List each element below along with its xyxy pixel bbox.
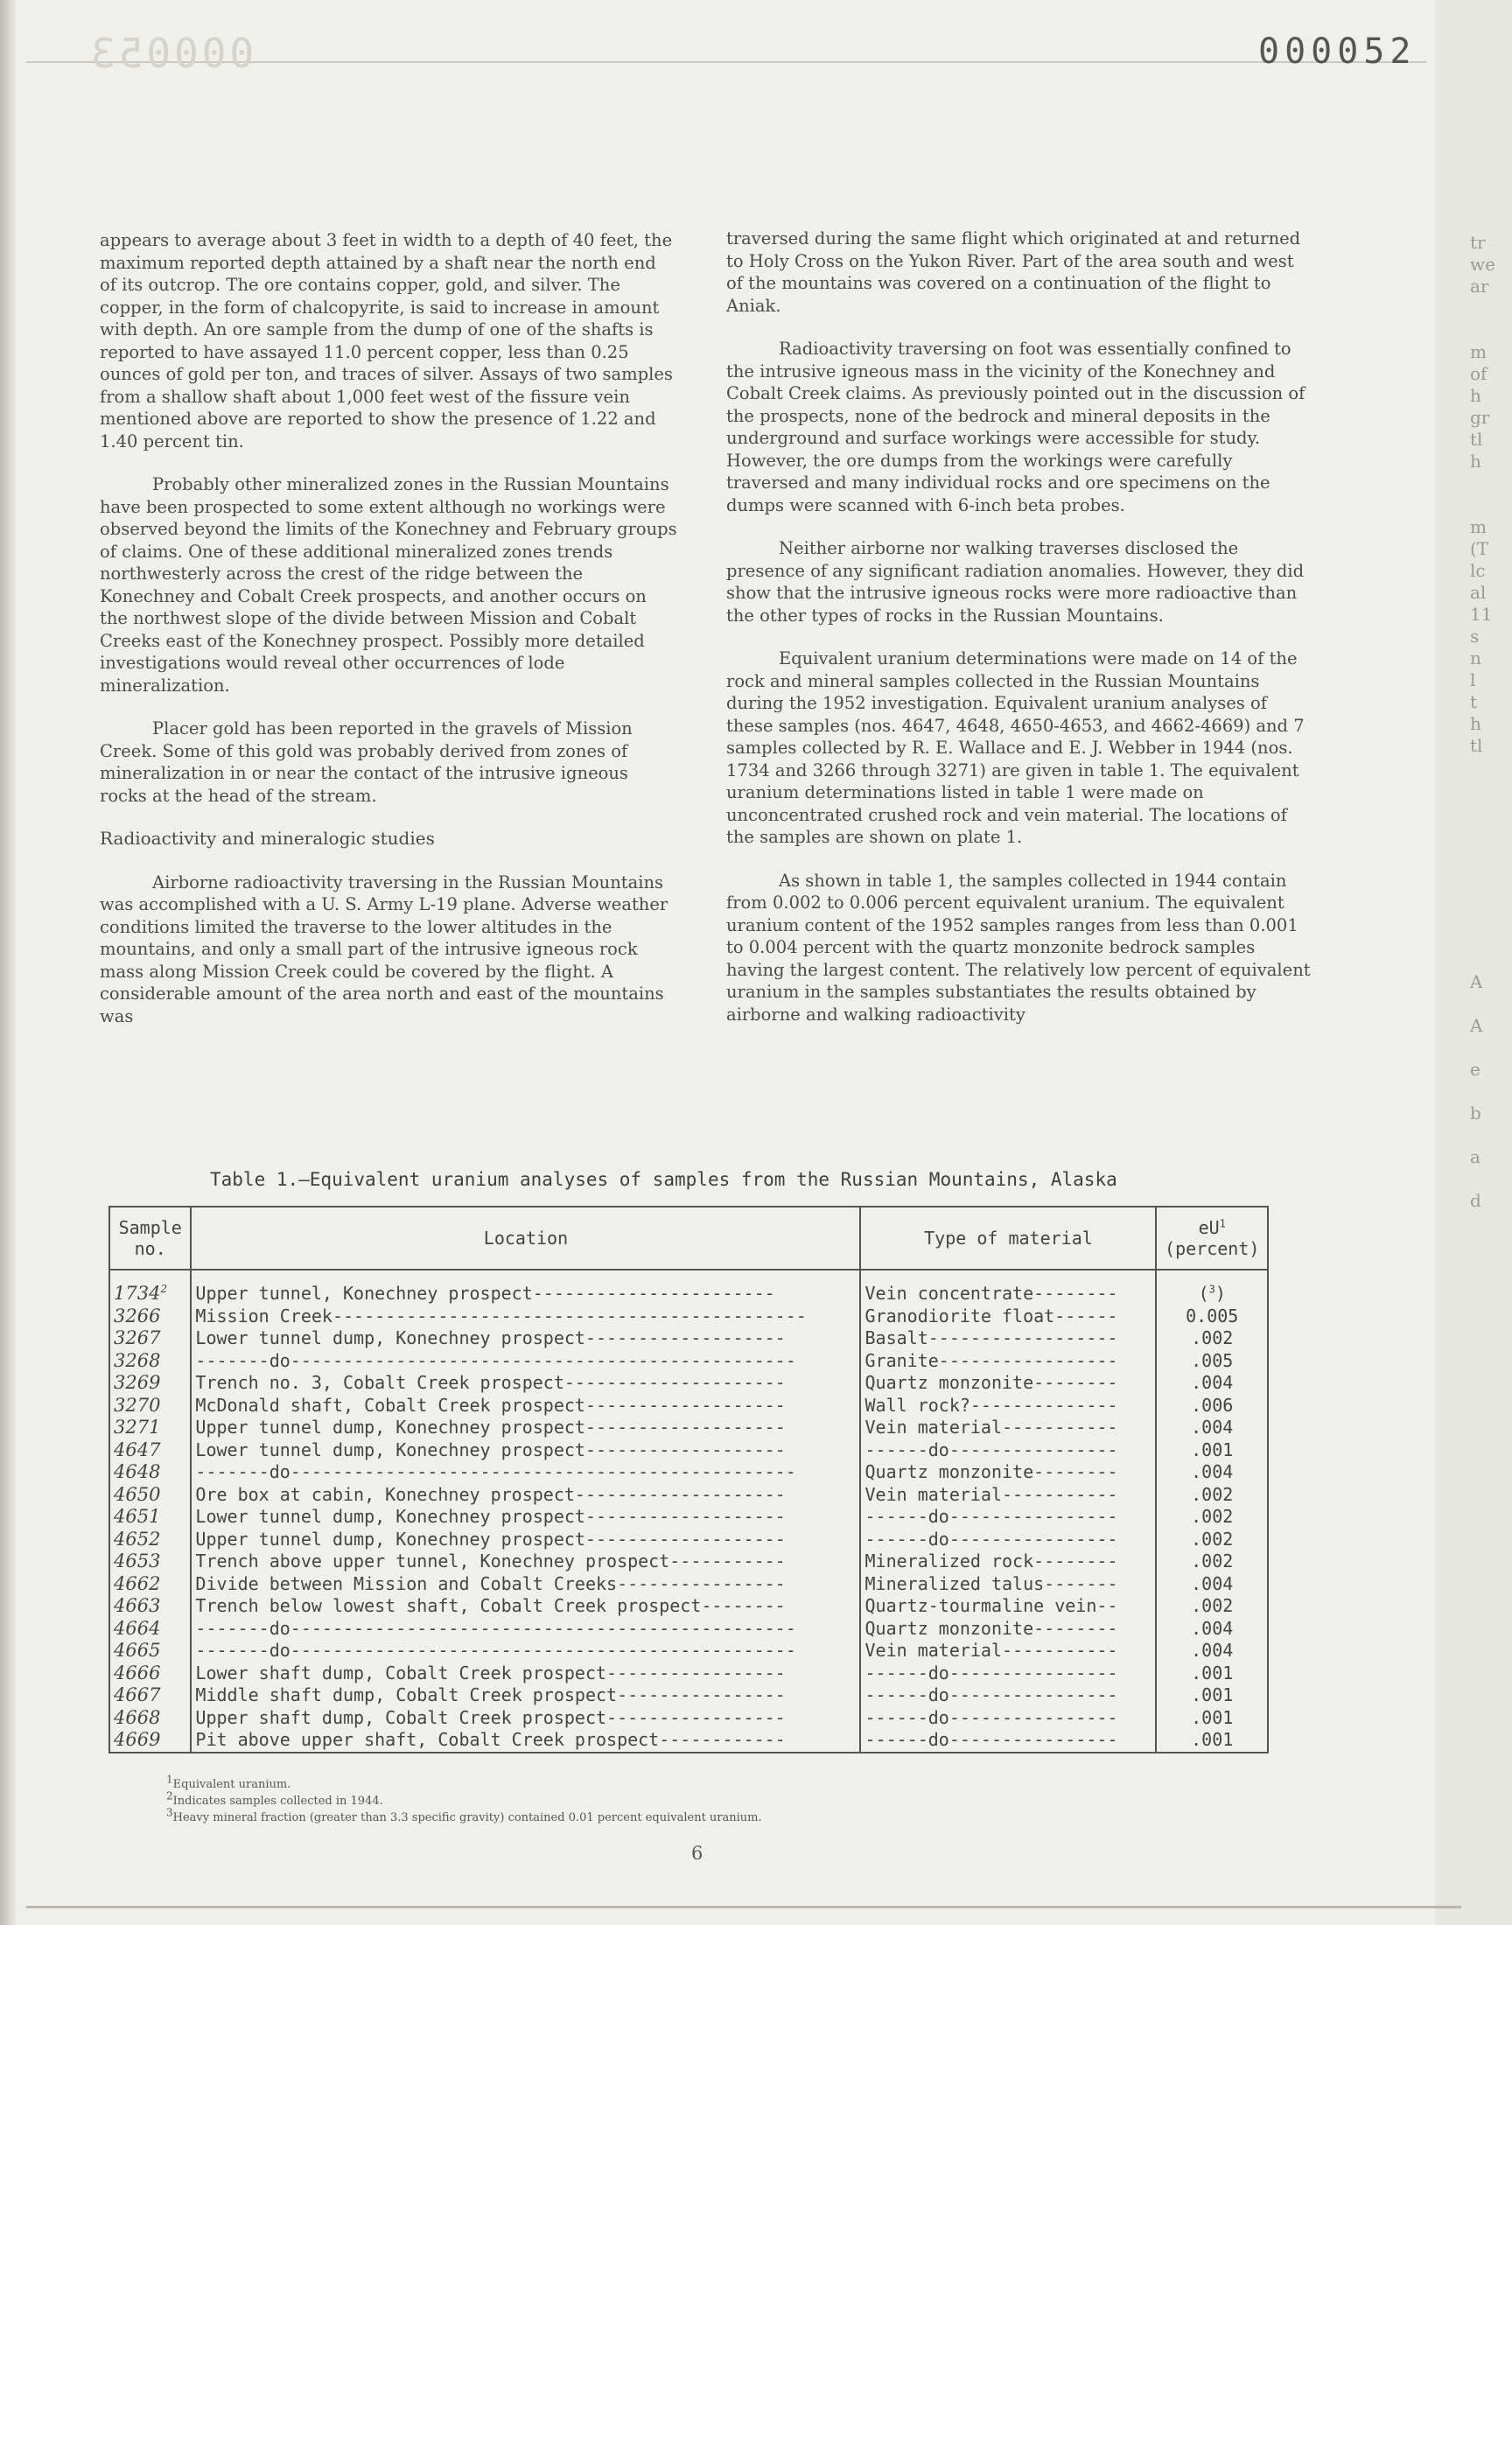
- header-location: Location: [191, 1207, 860, 1270]
- margin-fragment: gr: [1470, 407, 1490, 428]
- cell-sample-no: [109, 1550, 191, 1573]
- cell-location: Upper tunnel dump, Konechney prospect-------------------: [191, 1529, 860, 1551]
- cell-material-type: Granite-----------------: [860, 1350, 1156, 1373]
- cell-location: Trench no. 3, Cobalt Creek prospect---------------------: [191, 1372, 860, 1395]
- margin-fragment: m: [1470, 516, 1487, 537]
- paragraph: As shown in table 1, the samples collected in 1944 contain from 0.002 to 0.006 percent equivalent uranium. The equivalent uranium content of the 1952 samples ranges from less than 0.001 to 0.004 percent with the quartz monzonite bedrock samples having the largest content. The relatively low percent of equivalent uranium in the samples substantiates the results obtained by airborne and walking radioactivity: [726, 870, 1311, 1025]
- table-row: [109, 1684, 1268, 1707]
- page-number: 6: [691, 1843, 704, 1864]
- table-body: [109, 1270, 1268, 1753]
- section-heading: Radioactivity and mineralogic studies: [100, 828, 435, 849]
- footnote-mark: 1: [166, 1773, 173, 1786]
- cell-eu-percent: [1156, 1306, 1268, 1328]
- table-row: [109, 1707, 1268, 1730]
- table-row: [109, 1484, 1268, 1507]
- cell-sample-no: [109, 1327, 191, 1350]
- paragraph: Equivalent uranium determinations were made on 14 of the rock and mineral samples collected in the Russian Mountains during the 1952 investigation. Equivalent uranium analyses of these samples (nos. 4647, 4648, 4650-4653, and 4662-4669) and 7 samples collected by R. E. Wallace and E. J. Webber in 1944 (nos. 1734 and 3266 through 3271) are given in table 1. The equivalent uranium determinations listed in table 1 were made on unconcentrated crushed rock and vein material. The locations of the samples are shown on plate 1.: [726, 648, 1305, 847]
- sample-no: 3266: [114, 1305, 161, 1326]
- cell-location: McDonald shaft, Cobalt Creek prospect-------------------: [191, 1395, 860, 1418]
- header-type: Type of material: [860, 1207, 1156, 1270]
- margin-fragment: tr: [1470, 232, 1486, 253]
- sample-no: 4664: [114, 1617, 161, 1639]
- cell-location: Lower tunnel dump, Konechney prospect-------------------: [191, 1327, 860, 1350]
- margin-fragment: A: [1470, 1015, 1483, 1036]
- table-row: [109, 1439, 1268, 1462]
- cell-material-type: Quartz-tourmaline vein--: [860, 1595, 1156, 1618]
- header-sample: Sample no.: [109, 1207, 191, 1270]
- cell-location: -------do------------------------------------------------: [191, 1461, 860, 1484]
- cell-sample-no: [109, 1573, 191, 1596]
- cell-material-type: ------do----------------: [860, 1506, 1156, 1529]
- eu-value: .001: [1191, 1684, 1234, 1705]
- cell-location: -------do------------------------------------------------: [191, 1350, 860, 1373]
- cell-location: Trench below lowest shaft, Cobalt Creek prospect--------: [191, 1595, 860, 1618]
- sample-no: 4647: [114, 1438, 161, 1460]
- cell-material-type: Granodiorite float------: [860, 1306, 1156, 1328]
- cell-material-type: Vein material-----------: [860, 1640, 1156, 1662]
- eu-value: .004: [1191, 1572, 1234, 1594]
- footnote: [166, 1806, 762, 1826]
- page-edge-shadow: [0, 0, 16, 1925]
- cell-sample-no: [109, 1618, 191, 1641]
- cell-sample-no: [109, 1461, 191, 1484]
- footnote: [166, 1773, 762, 1793]
- paragraph: appears to average about 3 feet in width to a depth of 40 feet, the maximum reported depth attained by a shaft near the north end of its outcrop. The ore contains copper, gold, and silver. The copper, in the form of chalcopyrite, is said to increase in amount with depth. An ore sample from the dump of one of the shafts is reported to have assayed 11.0 percent copper, less than 0.25 ounces of gold per ton, and traces of silver. Assays of two samples from a shallow shaft about 1,000 feet west of the fissure vein mentioned above are reported to show the presence of 1.22 and 1.40 percent tin.: [100, 230, 673, 452]
- cell-material-type: Mineralized rock--------: [860, 1550, 1156, 1573]
- cell-eu-percent: [1156, 1729, 1268, 1753]
- sample-no: 4652: [114, 1528, 161, 1550]
- cell-sample-no: [109, 1372, 191, 1395]
- sample-no: 4651: [114, 1506, 161, 1527]
- eu-value: .004: [1191, 1461, 1234, 1482]
- cell-location: -------do------------------------------------------------: [191, 1640, 860, 1662]
- cell-eu-percent: [1156, 1372, 1268, 1395]
- cell-eu-percent: [1156, 1707, 1268, 1730]
- cell-sample-no: [109, 1684, 191, 1707]
- margin-fragment: tl: [1470, 429, 1483, 450]
- cell-material-type: ------do----------------: [860, 1729, 1156, 1753]
- margin-fragment: A: [1470, 971, 1483, 992]
- footnote-mark: 3: [1208, 1283, 1215, 1296]
- cell-material-type: Wall rock?--------------: [860, 1395, 1156, 1418]
- sample-no: 4665: [114, 1640, 161, 1661]
- sample-no: 3269: [114, 1372, 161, 1393]
- cell-eu-percent: [1156, 1573, 1268, 1596]
- table-row: [109, 1529, 1268, 1551]
- cell-sample-no: [109, 1595, 191, 1618]
- eu-value: .002: [1191, 1595, 1234, 1616]
- margin-fragment: a: [1470, 1146, 1480, 1167]
- cell-sample-no: [109, 1350, 191, 1373]
- margin-fragment: t: [1470, 691, 1478, 712]
- eu-close: ): [1214, 1283, 1226, 1304]
- table-row: [109, 1618, 1268, 1641]
- footnote-mark: 3: [166, 1806, 173, 1819]
- cell-location: Mission Creek---------------------------------------------: [191, 1306, 860, 1328]
- cell-material-type: Vein material-----------: [860, 1417, 1156, 1439]
- eu-value: .001: [1191, 1706, 1234, 1728]
- cell-sample-no: [109, 1529, 191, 1551]
- margin-fragment: m: [1470, 341, 1487, 362]
- eu-value: .002: [1191, 1550, 1234, 1572]
- cell-material-type: Vein concentrate--------: [860, 1270, 1156, 1306]
- cell-eu-percent: [1156, 1461, 1268, 1484]
- margin-fragment: h: [1470, 713, 1481, 734]
- table-row: [109, 1395, 1268, 1418]
- eu-value: .004: [1191, 1417, 1234, 1438]
- cell-sample-no: [109, 1506, 191, 1529]
- cell-location: -------do------------------------------------------------: [191, 1618, 860, 1641]
- cell-material-type: ------do----------------: [860, 1529, 1156, 1551]
- cell-material-type: ------do----------------: [860, 1662, 1156, 1685]
- margin-fragment: n: [1470, 648, 1481, 668]
- header-eu-label: eU: [1198, 1217, 1220, 1238]
- cell-material-type: ------do----------------: [860, 1707, 1156, 1730]
- cell-location: Middle shaft dump, Cobalt Creek prospect----------------: [191, 1684, 860, 1707]
- sample-no: 4653: [114, 1550, 161, 1572]
- cell-eu-percent: [1156, 1439, 1268, 1462]
- margin-fragment: lc: [1470, 560, 1486, 581]
- eu-value: .002: [1191, 1506, 1234, 1527]
- eu-value: 0.005: [1186, 1305, 1239, 1326]
- table-row: [109, 1461, 1268, 1484]
- table-row: [109, 1662, 1268, 1685]
- sample-no: 4666: [114, 1662, 161, 1684]
- cell-location: Lower tunnel dump, Konechney prospect-------------------: [191, 1506, 860, 1529]
- cell-sample-no: [109, 1729, 191, 1753]
- margin-fragment: ar: [1470, 276, 1489, 297]
- cell-eu-percent: [1156, 1684, 1268, 1707]
- cell-material-type: Basalt------------------: [860, 1327, 1156, 1350]
- cell-location: Upper shaft dump, Cobalt Creek prospect-----------------: [191, 1707, 860, 1730]
- cell-sample-no: [109, 1439, 191, 1462]
- cell-sample-no: [109, 1395, 191, 1418]
- margin-fragment: tl: [1470, 735, 1483, 756]
- eu-value: .006: [1191, 1394, 1234, 1416]
- sample-no: 3271: [114, 1417, 161, 1438]
- cell-location: Trench above upper tunnel, Konechney prospect-----------: [191, 1550, 860, 1573]
- eu-value: .004: [1191, 1372, 1234, 1393]
- footnote-text: Heavy mineral fraction (greater than 3.3 specific gravity) contained 0.01 percent equivalent uranium.: [172, 1811, 762, 1824]
- cell-eu-percent: [1156, 1417, 1268, 1439]
- cell-material-type: Vein material-----------: [860, 1484, 1156, 1507]
- cell-material-type: ------do----------------: [860, 1439, 1156, 1462]
- cell-sample-no: [109, 1270, 191, 1306]
- sample-no: 4667: [114, 1684, 161, 1705]
- margin-fragment: h: [1470, 385, 1481, 406]
- cell-location: Divide between Mission and Cobalt Creeks----------------: [191, 1573, 860, 1596]
- margin-fragment: h: [1470, 451, 1481, 472]
- footnote-text: Equivalent uranium.: [172, 1778, 291, 1791]
- footnote-text: Indicates samples collected in 1944.: [172, 1795, 383, 1808]
- sample-no: 3270: [114, 1394, 161, 1416]
- header-eu: [1156, 1207, 1268, 1270]
- cell-eu-percent: [1156, 1350, 1268, 1373]
- sample-no: 4668: [114, 1706, 161, 1728]
- eu-value: .004: [1191, 1617, 1234, 1639]
- sample-no: 3268: [114, 1349, 161, 1371]
- table-row: [109, 1372, 1268, 1395]
- cell-location: Ore box at cabin, Konechney prospect--------------------: [191, 1484, 860, 1507]
- cell-sample-no: [109, 1306, 191, 1328]
- uranium-table: [108, 1206, 1269, 1754]
- margin-fragment: (T: [1470, 538, 1489, 559]
- table-row: [109, 1506, 1268, 1529]
- eu-value: .002: [1191, 1528, 1234, 1550]
- eu-value: .002: [1191, 1483, 1234, 1505]
- table-row: [109, 1640, 1268, 1662]
- cell-material-type: ------do----------------: [860, 1684, 1156, 1707]
- header-eu-unit: (percent): [1165, 1238, 1260, 1259]
- table-row: [109, 1270, 1268, 1306]
- table-row: [109, 1729, 1268, 1753]
- sample-no: 4650: [114, 1483, 161, 1505]
- table-row: [109, 1417, 1268, 1439]
- cell-material-type: Mineralized talus-------: [860, 1573, 1156, 1596]
- paragraph: Radioactivity traversing on foot was essentially confined to the intrusive igneous mass in the vicinity of the Konechney and Cobalt Creek claims. As previously pointed out in the discussion of the prospects, none of the bedrock and mineral deposits in the underground and surface workings were accessible for study. However, the ore dumps from the workings were carefully traversed and many individual rocks and ore specimens on the dumps were scanned with 6-inch beta probes.: [726, 339, 1306, 515]
- table-row: [109, 1550, 1268, 1573]
- cell-eu-percent: [1156, 1618, 1268, 1641]
- cell-eu-percent: [1156, 1506, 1268, 1529]
- cell-sample-no: [109, 1484, 191, 1507]
- sample-no: 1734: [114, 1283, 161, 1304]
- eu-value: .001: [1191, 1438, 1234, 1460]
- footnote-mark: 2: [166, 1789, 173, 1802]
- paragraph: Placer gold has been reported in the gravels of Mission Creek. Some of this gold was probably derived from zones of mineralization in or near the contact of the intrusive igneous rocks at the head of the stream.: [100, 718, 633, 806]
- table-row: [109, 1350, 1268, 1373]
- cell-eu-percent: [1156, 1529, 1268, 1551]
- eu-value: .005: [1191, 1349, 1234, 1371]
- cell-sample-no: [109, 1640, 191, 1662]
- cell-sample-no: [109, 1707, 191, 1730]
- cell-eu-percent: [1156, 1327, 1268, 1350]
- table-header-row: [109, 1207, 1268, 1270]
- cell-location: Pit above upper shaft, Cobalt Creek prospect------------: [191, 1729, 860, 1753]
- paragraph: traversed during the same flight which originated at and returned to Holy Cross on the Yukon River. Part of the area south and west of the mountains was covered on a continuation of the flight to Aniak.: [726, 228, 1301, 316]
- sample-no: 4663: [114, 1595, 161, 1616]
- eu-value: (: [1198, 1283, 1209, 1304]
- cell-eu-percent: [1156, 1484, 1268, 1507]
- cell-location: Lower shaft dump, Cobalt Creek prospect-----------------: [191, 1662, 860, 1685]
- bleed-through-number: 000053: [88, 30, 255, 77]
- margin-fragment: e: [1470, 1059, 1480, 1080]
- document-number: 000052: [1258, 32, 1417, 72]
- margin-fragment: al: [1470, 582, 1487, 603]
- eu-value: .002: [1191, 1327, 1234, 1348]
- margin-fragment: we: [1470, 254, 1495, 275]
- cell-eu-percent: [1156, 1640, 1268, 1662]
- right-column: [726, 228, 1314, 1046]
- cell-material-type: Quartz monzonite--------: [860, 1461, 1156, 1484]
- eu-value: .004: [1191, 1640, 1234, 1661]
- margin-fragment: l: [1470, 669, 1476, 690]
- margin-fragment: b: [1470, 1102, 1481, 1124]
- margin-fragment: d: [1470, 1190, 1481, 1211]
- cell-sample-no: [109, 1417, 191, 1439]
- footnote: [166, 1789, 762, 1810]
- margin-fragment: 11: [1470, 604, 1493, 625]
- cell-eu-percent: [1156, 1270, 1268, 1306]
- cell-material-type: Quartz monzonite--------: [860, 1618, 1156, 1641]
- paragraph: Neither airborne nor walking traverses disclosed the presence of any significant radiation anomalies. However, they did show that the intrusive igneous rocks were more radioactive than the other types of rocks in the Russian Mountains.: [726, 538, 1305, 626]
- table-footnotes: [166, 1773, 762, 1826]
- table-row: [109, 1595, 1268, 1618]
- margin-fragment: s: [1470, 626, 1480, 647]
- cell-eu-percent: [1156, 1395, 1268, 1418]
- eu-value: .001: [1191, 1662, 1234, 1684]
- cell-location: Lower tunnel dump, Konechney prospect-------------------: [191, 1439, 860, 1462]
- bottom-rule: [26, 1906, 1461, 1908]
- table-row: [109, 1306, 1268, 1328]
- footnote-mark: 2: [160, 1283, 168, 1295]
- paragraph: Airborne radioactivity traversing in the Russian Mountains was accomplished with a U. S. Army L-19 plane. Adverse weather conditions limited the traverse to the lower altitudes in the mountains, and only a small part of the intrusive igneous rock mass along Mission Creek could be covered by the flight. A considerable amount of the area north and east of the mountains was: [100, 872, 668, 1026]
- cell-eu-percent: [1156, 1550, 1268, 1573]
- cell-eu-percent: [1156, 1595, 1268, 1618]
- cell-location: Upper tunnel dump, Konechney prospect-------------------: [191, 1417, 860, 1439]
- adjacent-page-strip: [1435, 0, 1512, 1925]
- cell-material-type: Quartz monzonite--------: [860, 1372, 1156, 1395]
- sample-no: 4648: [114, 1461, 161, 1482]
- left-column: [100, 229, 677, 1048]
- sample-no: 4669: [114, 1729, 161, 1750]
- eu-value: .001: [1191, 1729, 1234, 1750]
- table-row: [109, 1573, 1268, 1596]
- paragraph: Probably other mineralized zones in the Russian Mountains have been prospected to some extent although no workings were observed beyond the limits of the Konechney and February groups of claims. One of these additional mineralized zones trends northwesterly across the crest of the ridge between the Konechney and Cobalt Creek prospects, and another occurs on the northwest slope of the divide between Mission and Cobalt Creeks east of the Konechney prospect. Possibly more detailed investigations would reveal other occurrences of lode mineralization.: [100, 474, 677, 696]
- sample-no: 4662: [114, 1572, 161, 1594]
- sample-no: 3267: [114, 1327, 161, 1348]
- footnote-mark: 1: [1219, 1217, 1226, 1230]
- cell-eu-percent: [1156, 1662, 1268, 1685]
- cell-location: Upper tunnel, Konechney prospect-----------------------: [191, 1270, 860, 1306]
- margin-fragment: of: [1470, 363, 1488, 384]
- table-caption: Table 1.—Equivalent uranium analyses of samples from the Russian Mountains, Alaska: [210, 1169, 1117, 1190]
- table-row: [109, 1327, 1268, 1350]
- cell-sample-no: [109, 1662, 191, 1685]
